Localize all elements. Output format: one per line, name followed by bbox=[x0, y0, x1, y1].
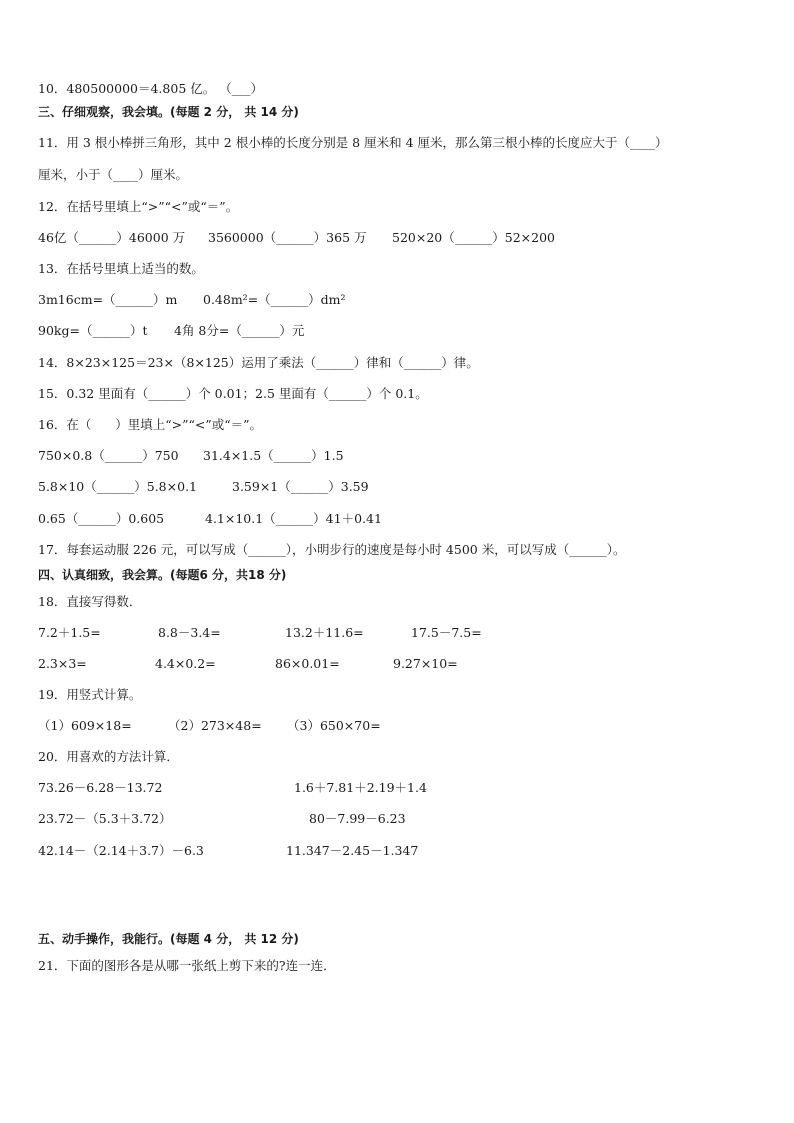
q18-item: 4.4×0.2= bbox=[155, 656, 216, 671]
q20-item: 23.72－（5.3＋3.72） bbox=[38, 811, 172, 826]
q13-item: 4角 8分=（______）元 bbox=[174, 323, 305, 338]
q18-item: 86×0.01= bbox=[275, 656, 340, 671]
q16-item: 0.65（______）0.605 bbox=[38, 511, 165, 526]
q12-item: 46亿（______）46000 万 bbox=[38, 230, 186, 245]
q16-item: 3.59×1（______）3.59 bbox=[232, 479, 369, 494]
q18-item: 13.2＋11.6= bbox=[285, 625, 364, 640]
question-17: 17．每套运动服 226 元，可以写成（______），小明步行的速度是每小时 4500 米，可以写成（______）。 bbox=[38, 542, 626, 557]
question-19: 19．用竖式计算。 bbox=[38, 687, 142, 702]
q13-item: 90kg=（______）t bbox=[38, 323, 148, 338]
q19-item: （3）650×70= bbox=[287, 718, 381, 733]
question-11-line1: 11．用 3 根小棒拼三角形，其中 2 根小棒的长度分别是 8 厘米和 4 厘米，那么第三根小棒的长度应大于（____） bbox=[38, 135, 668, 150]
q19-item: （1）609×18= bbox=[38, 718, 132, 733]
question-15: 15．0.32 里面有（______）个 0.01；2.5 里面有（______）个 0.1。 bbox=[38, 386, 428, 401]
q18-item: 8.8－3.4= bbox=[158, 625, 221, 640]
q18-item: 17.5－7.5= bbox=[411, 625, 482, 640]
q20-item: 42.14－（2.14＋3.7）－6.3 bbox=[38, 843, 204, 858]
question-21: 21．下面的图形各是从哪一张纸上剪下来的?连一连． bbox=[38, 958, 336, 973]
q16-item: 750×0.8（______）750 bbox=[38, 448, 179, 463]
q20-item: 11.347－2.45－1.347 bbox=[286, 843, 419, 858]
q20-item: 80－7.99－6.23 bbox=[309, 811, 406, 826]
question-18: 18．直接写得数． bbox=[38, 594, 142, 609]
q16-item: 31.4×1.5（______）1.5 bbox=[203, 448, 344, 463]
section-3-heading: 三、仔细观察，我会填。(每题 2 分， 共 14 分) bbox=[38, 105, 299, 119]
question-11-line2: 厘米，小于（____）厘米。 bbox=[38, 167, 189, 182]
q18-item: 7.2＋1.5= bbox=[38, 625, 101, 640]
q18-item: 9.27×10= bbox=[393, 656, 458, 671]
q13-item: 3m16cm=（______）m bbox=[38, 292, 178, 307]
question-16: 16．在（ ）里填上“>”“<”或“＝”。 bbox=[38, 417, 263, 432]
question-10: 10．480500000＝4.805 亿。 （___） bbox=[38, 81, 263, 96]
q13-item: 0.48m²=（______）dm² bbox=[203, 292, 346, 307]
q16-item: 4.1×10.1（______）41＋0.41 bbox=[205, 511, 382, 526]
q12-item: 520×20（______）52×200 bbox=[392, 230, 555, 245]
q19-item: （2）273×48= bbox=[168, 718, 262, 733]
q12-item: 3560000（______）365 万 bbox=[208, 230, 367, 245]
question-13: 13．在括号里填上适当的数。 bbox=[38, 261, 204, 276]
question-14: 14．8×23×125＝23×（8×125）运用了乘法（______）律和（______）律。 bbox=[38, 355, 479, 370]
q18-item: 2.3×3= bbox=[38, 656, 87, 671]
question-12: 12．在括号里填上“>”“<”或“＝”。 bbox=[38, 199, 239, 214]
q16-item: 5.8×10（______）5.8×0.1 bbox=[38, 479, 197, 494]
section-5-heading: 五、动手操作，我能行。(每题 4 分， 共 12 分) bbox=[38, 932, 299, 946]
q20-item: 1.6＋7.81＋2.19＋1.4 bbox=[294, 780, 427, 795]
question-20: 20．用喜欢的方法计算． bbox=[38, 749, 179, 764]
q20-item: 73.26－6.28－13.72 bbox=[38, 780, 163, 795]
section-4-heading: 四、认真细致，我会算。(每题6 分，共18 分) bbox=[38, 568, 287, 582]
